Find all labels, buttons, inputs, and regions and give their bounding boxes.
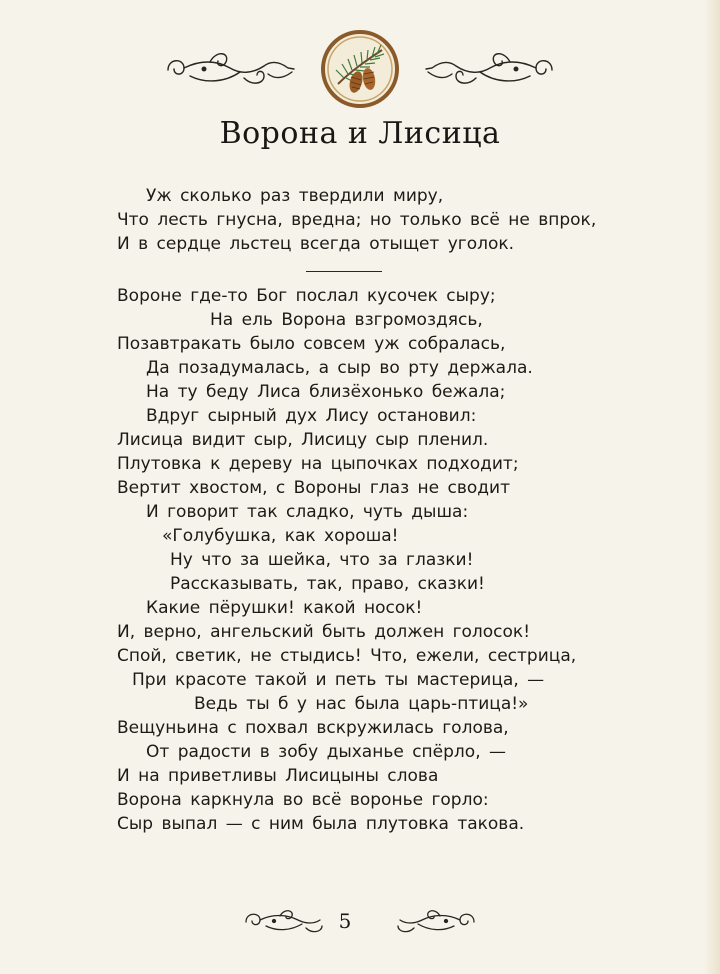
poem-line: Какие пёрушки! какой носок! bbox=[146, 598, 423, 618]
poem-line: Сыр выпал — с ним была плутовка такова. bbox=[117, 814, 525, 834]
poem-line: От радости в зобу дыханье спёрло, — bbox=[146, 742, 507, 762]
page-number: 5 bbox=[338, 909, 352, 933]
poem-line: И на приветливы Лисицыны слова bbox=[117, 766, 439, 786]
poem-line: Ворона каркнула во всё воронье горло: bbox=[117, 790, 489, 810]
poem-line: Ведь ты б у нас была царь-птица!» bbox=[194, 694, 529, 714]
page-title: Ворона и Лисица bbox=[219, 116, 501, 151]
epigraph-line: И в сердце льстец всегда отыщет уголок. bbox=[117, 234, 515, 254]
poem-line: Рассказывать, так, право, сказки! bbox=[170, 574, 485, 594]
poem-line: Вещуньина с похвал вскружилась голова, bbox=[117, 718, 509, 738]
section-divider bbox=[306, 271, 382, 272]
poem-line: И, верно, ангельский быть должен голосок! bbox=[117, 622, 531, 642]
poem-line: Спой, светик, не стыдись! Что, ежели, сестрица, bbox=[117, 646, 577, 666]
poem-line: Вдруг сырный дух Лису остановил: bbox=[146, 406, 477, 426]
epigraph-line: Уж сколько раз твердили миру, bbox=[146, 186, 444, 206]
poem-line: На ту беду Лиса близёхонько бежала; bbox=[146, 382, 506, 402]
poem-line: Вертит хвостом, с Вороны глаз не сводит bbox=[117, 478, 510, 498]
poem-line: Вороне где-то Бог послал кусочек сыру; bbox=[117, 286, 496, 306]
poem-line: При красоте такой и петь ты мастерица, — bbox=[132, 670, 545, 690]
poem-line: Ну что за шейка, что за глазки! bbox=[170, 550, 474, 570]
footer-ornament bbox=[240, 896, 480, 946]
epigraph-line: Что лесть гнусна, вредна; но только всё не впрок, bbox=[117, 210, 597, 230]
swirl-flourish-icon bbox=[246, 911, 474, 932]
poem-line: Да позадумалась, а сыр во рту держала. bbox=[146, 358, 533, 378]
poem-line: Плутовка к дереву на цыпочках подходит; bbox=[117, 454, 519, 474]
poem-line: Позавтракать было совсем уж собралась, bbox=[117, 334, 506, 354]
poem-line: «Голубушка, как хороша! bbox=[162, 526, 399, 546]
poem-line: На ель Ворона взгромоздясь, bbox=[210, 310, 483, 330]
poem-line: Лисица видит сыр, Лисицу сыр пленил. bbox=[117, 430, 489, 450]
poem-line: И говорит так сладко, чуть дыша: bbox=[146, 502, 469, 522]
